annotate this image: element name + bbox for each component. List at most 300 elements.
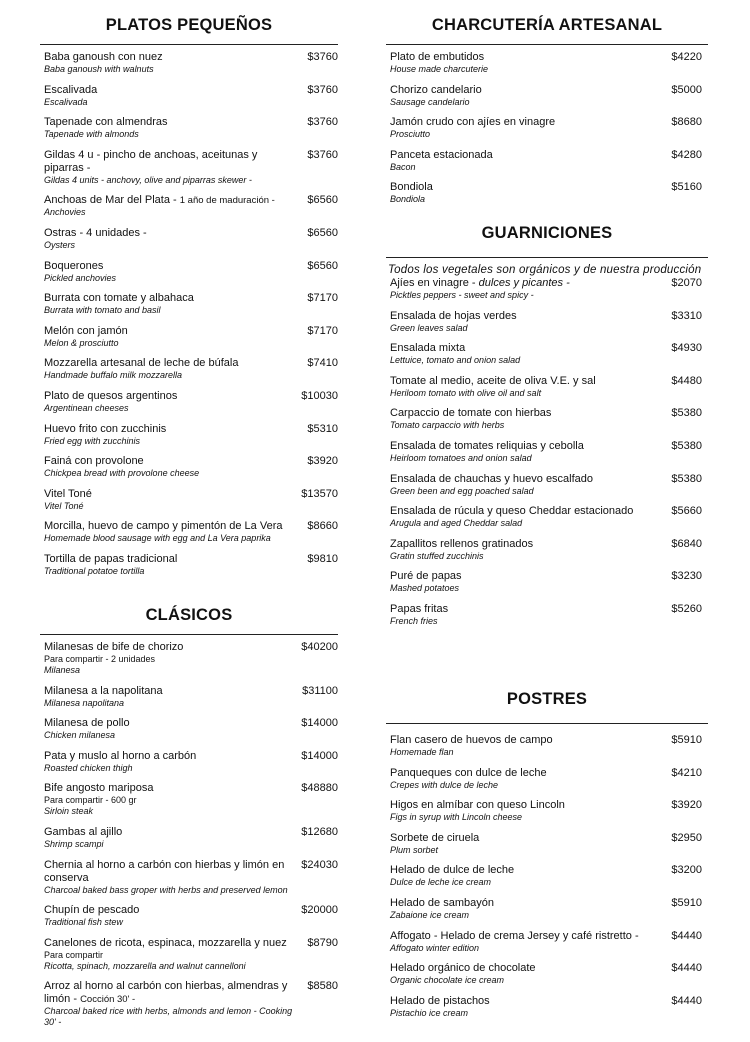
- menu-item-name-main: Panceta estacionada: [390, 148, 493, 161]
- menu-item-price: $3760: [307, 116, 338, 129]
- menu-item-price: $14000: [301, 749, 338, 762]
- menu-item-text: [390, 864, 671, 888]
- menu-item-translation: Crepes with dulce de leche: [390, 779, 499, 790]
- menu-item-text: [390, 375, 671, 399]
- menu-item-price: $14000: [301, 717, 338, 730]
- menu-item-name-main: Gambas al ajillo: [44, 825, 123, 838]
- menu-item-text: [390, 832, 671, 856]
- menu-item-name: [44, 859, 291, 885]
- menu-item-text: [44, 84, 307, 108]
- menu-item-name: [390, 277, 661, 290]
- menu-item-name: [44, 782, 291, 795]
- menu-item: [386, 864, 708, 888]
- menu-item-translation: Baba ganoush with walnuts: [44, 64, 154, 74]
- menu-item-price: $6560: [307, 194, 338, 207]
- menu-item-price: $20000: [301, 904, 338, 917]
- menu-item-text: [44, 227, 307, 251]
- menu-item-name: [44, 194, 297, 207]
- menu-item-translation: Mashed potatoes: [390, 583, 460, 594]
- menu-item-price: $5310: [307, 422, 338, 435]
- menu-item-price: $8680: [671, 116, 702, 129]
- menu-item-name-main: Milanesa a la napolitana: [44, 684, 163, 697]
- menu-item-text: [44, 826, 301, 850]
- menu-item-translation: House made charcuterie: [390, 64, 489, 74]
- menu-item-translation: Milanesa napolitana: [44, 697, 125, 708]
- menu-item: [40, 641, 338, 676]
- menu-item-name: [390, 440, 661, 453]
- menu-item-name: [390, 84, 661, 97]
- menu-item-price: $3760: [307, 51, 338, 63]
- section-title: GUARNICIONES: [481, 224, 613, 242]
- menu-item: [40, 488, 338, 512]
- menu-item-translation: Plum sorbet: [390, 844, 439, 855]
- menu-item: [40, 455, 338, 479]
- menu-item-name-main: Bife angosto mariposa: [44, 782, 154, 795]
- menu-item-name-main: Chupín de pescado: [44, 904, 140, 917]
- menu-item: [386, 962, 708, 986]
- menu-item-price: $4280: [671, 148, 702, 161]
- menu-item-name-main: Vitel Toné: [44, 487, 92, 500]
- menu-item-name: [390, 407, 661, 420]
- items-list: [386, 277, 708, 627]
- menu-item-translation: Figs in syrup with Lincoln cheese: [390, 812, 523, 823]
- menu-item-price: $7410: [307, 357, 338, 370]
- menu-item: [386, 603, 708, 627]
- menu-item-text: [390, 570, 671, 594]
- menu-item-text: [390, 897, 671, 921]
- menu-item: [40, 292, 338, 316]
- menu-item-translation: Prosciutto: [390, 129, 431, 140]
- menu-item-text: [390, 51, 671, 75]
- menu-item: [40, 937, 338, 972]
- menu-item: [40, 685, 338, 709]
- menu-item-text: [390, 734, 671, 758]
- menu-item-text: [44, 782, 301, 817]
- menu-item: [40, 826, 338, 850]
- menu-item-text: [44, 553, 307, 577]
- menu-item-text: [44, 750, 301, 774]
- menu-item: [386, 832, 708, 856]
- menu-item: [386, 440, 708, 464]
- menu-item-text: [44, 455, 307, 479]
- menu-item-text: [390, 473, 671, 497]
- menu-item-serving: Para compartir - 600 gr: [44, 795, 137, 806]
- menu-item-name-detail: 1 año de maduración -: [179, 195, 275, 207]
- menu-item-price: $10030: [301, 389, 338, 402]
- menu-item-translation: Burrata with tomato and basil: [44, 305, 161, 316]
- menu-item-price: $4220: [671, 51, 702, 63]
- menu-item-name-main: Ensalada de chauchas y huevo escalfado: [390, 472, 594, 485]
- menu-item: [40, 51, 338, 75]
- menu-item-translation: Pickled anchovies: [44, 272, 117, 283]
- menu-item-translation: Traditional potatoe tortilla: [44, 565, 145, 576]
- menu-item-name: [44, 116, 297, 129]
- menu-item-price: $8790: [307, 936, 338, 949]
- menu-item-name-main: Pata y muslo al horno a carbón: [44, 749, 197, 762]
- menu-item-text: [44, 51, 307, 75]
- menu-item-name-main: Tapenade con almendras: [44, 116, 168, 129]
- menu-item-name-main: Jamón crudo con ajíes en vinagre: [390, 116, 556, 129]
- menu-item-name-main: Baba ganoush con nuez: [44, 51, 163, 63]
- menu-item-name-main: Boquerones: [44, 259, 104, 272]
- menu-item-text: [390, 84, 671, 108]
- menu-item-text: [44, 980, 307, 1028]
- menu-item-text: [390, 440, 671, 464]
- menu-item-name-main: Morcilla, huevo de campo y pimentón de La Vera: [44, 520, 283, 533]
- menu-item-name-main: Mozzarella artesanal de leche de búfala: [44, 357, 239, 370]
- menu-item-translation: Picktles peppers - sweet and spicy -: [390, 290, 534, 300]
- menu-item-translation: Milanesa: [44, 665, 81, 675]
- menu-item-name-main: Ajíes en vinagre -: [390, 277, 479, 289]
- menu-item-price: $4480: [671, 374, 702, 387]
- menu-item-name: [390, 930, 661, 943]
- menu-item: [40, 227, 338, 251]
- menu-item-name-main: Ensalada de hojas verdes: [390, 309, 517, 322]
- section-divider: [40, 44, 338, 45]
- menu-item: [386, 51, 708, 75]
- menu-item-name: [44, 826, 291, 839]
- menu-item: [40, 325, 338, 349]
- menu-item-name: [44, 520, 297, 533]
- menu-item-translation: Green leaves salad: [390, 322, 468, 333]
- menu-item-serving: Para compartir: [44, 949, 104, 960]
- menu-item: [386, 570, 708, 594]
- menu-item: [386, 505, 708, 529]
- menu-item-name: [44, 357, 297, 370]
- menu-item: [40, 260, 338, 284]
- menu-item-price: $3760: [307, 83, 338, 96]
- menu-item-name: [390, 375, 661, 388]
- menu-item: [40, 423, 338, 447]
- menu-item-price: $31100: [302, 684, 338, 697]
- menu-item-name-detail: Cocción 30' -: [80, 994, 136, 1006]
- menu-item-translation: Melon & prosciutto: [44, 337, 119, 348]
- menu-item-translation: Oysters: [44, 239, 76, 250]
- menu-item-name: [44, 685, 292, 698]
- menu-item: [40, 116, 338, 140]
- menu-item-text: [44, 292, 307, 316]
- menu-item-text: [44, 859, 301, 896]
- menu-item-name: [390, 538, 661, 551]
- menu-item-name-main: Anchoas de Mar del Plata -: [44, 194, 180, 207]
- menu-item-name-main: Higos en almíbar con queso Lincoln: [390, 799, 565, 812]
- menu-item-name: [390, 310, 661, 323]
- menu-item-text: [44, 904, 301, 928]
- menu-item-name: [44, 227, 297, 240]
- menu-item-text: [44, 260, 307, 284]
- menu-item: [386, 407, 708, 431]
- menu-item-price: $5380: [671, 407, 702, 420]
- menu-item-name-main: Zapallitos rellenos gratinados: [390, 537, 534, 550]
- menu-item: [386, 538, 708, 562]
- menu-item-text: [390, 149, 671, 173]
- menu-item-translation: Homemade flan: [390, 747, 454, 757]
- menu-item-name: [44, 390, 291, 403]
- menu-item-translation: Charcoal baked rice with herbs, almonds and lemon - Cooking 30' -: [44, 1006, 293, 1028]
- menu-item-name-main: Chorizo candelario: [390, 83, 482, 96]
- menu-item-name-main: Puré de papas: [390, 570, 462, 583]
- menu-item-name-main: Helado de pistachos: [390, 994, 490, 1007]
- menu-item-name: [44, 51, 297, 64]
- menu-item-text: [44, 937, 307, 972]
- menu-item-text: [44, 325, 307, 349]
- menu-item-text: [390, 538, 671, 562]
- menu-item-translation: Roasted chicken thigh: [44, 762, 133, 773]
- menu-item-name-main: Panqueques con dulce de leche: [390, 766, 547, 779]
- menu-item-text: [44, 357, 307, 381]
- menu-item-name: [390, 864, 661, 877]
- menu-item-text: [390, 799, 671, 823]
- section-title: POSTRES: [506, 690, 588, 708]
- menu-item-translation: Bondiola: [390, 194, 426, 205]
- menu-item-price: $5660: [671, 505, 702, 518]
- menu-item-translation: Homemade blood sausage with egg and La Vera paprika: [44, 533, 271, 544]
- menu-item-price: $8660: [307, 520, 338, 533]
- menu-item-price: $7170: [307, 292, 338, 305]
- menu-item-price: $3230: [671, 570, 702, 583]
- menu-item-name-main: Plato de quesos argentinos: [44, 389, 178, 402]
- menu-item-text: [390, 181, 671, 205]
- menu-item-translation: Tapenade with almonds: [44, 129, 139, 140]
- section-postres: [386, 690, 708, 1027]
- menu-item-translation: Anchovies: [44, 207, 86, 218]
- menu-item: [386, 310, 708, 334]
- menu-item: [386, 897, 708, 921]
- menu-item-name: [390, 799, 661, 812]
- menu-item-name-main: Tortilla de papas tradicional: [44, 552, 178, 565]
- menu-item-text: [390, 930, 671, 954]
- menu-item-name-main: Tomate al medio, aceite de oliva V.E. y sal: [390, 374, 596, 387]
- menu-item-text: [390, 310, 671, 334]
- menu-item: [386, 342, 708, 366]
- menu-item: [40, 859, 338, 896]
- menu-item-name: [390, 342, 661, 355]
- menu-item-text: [390, 505, 671, 529]
- menu-item-name-main: Flan casero de huevos de campo: [390, 734, 553, 746]
- menu-item-name-main: Fainá con provolone: [44, 455, 144, 468]
- menu-item-price: $9810: [307, 552, 338, 565]
- menu-item: [40, 980, 338, 1028]
- menu-item-name: [44, 937, 297, 950]
- menu-item-text: [44, 423, 307, 447]
- menu-item-translation: Traditional fish stew: [44, 917, 123, 928]
- menu-item-translation: Fried egg with zucchinis: [44, 435, 141, 446]
- menu-item-name-main: Plato de embutidos: [390, 51, 485, 63]
- menu-item-name-main: Carpaccio de tomate con hierbas: [390, 407, 552, 420]
- section-title: CHARCUTERÍA ARTESANAL: [431, 16, 663, 34]
- menu-item: [40, 782, 338, 817]
- menu-item-name: [390, 51, 661, 64]
- menu-item: [386, 149, 708, 173]
- menu-item-text: [44, 488, 301, 512]
- menu-item: [40, 717, 338, 741]
- menu-item-price: $4930: [671, 342, 702, 355]
- menu-item-translation: Shrimp scampi: [44, 838, 104, 849]
- menu-item-text: [390, 342, 671, 366]
- menu-item-price: $6560: [307, 226, 338, 239]
- menu-item-price: $7170: [307, 324, 338, 337]
- menu-item-price: $5380: [671, 472, 702, 485]
- menu-item: [386, 116, 708, 140]
- menu-item-text: [390, 603, 671, 627]
- menu-item-name-main: Bondiola: [390, 181, 433, 194]
- items-list: [40, 51, 338, 577]
- menu-item-translation: Escalivada: [44, 96, 88, 107]
- menu-item-text: [44, 390, 301, 414]
- menu-item-name-main: Milanesas de bife de chorizo: [44, 641, 184, 653]
- menu-item-text: [390, 767, 671, 791]
- menu-item-name-main: Huevo frito con zucchinis: [44, 422, 167, 435]
- menu-item: [386, 734, 708, 758]
- menu-item-price: $2950: [671, 831, 702, 844]
- menu-item-name-main: Helado orgánico de chocolate: [390, 962, 536, 975]
- menu-item: [386, 473, 708, 497]
- section-title: PLATOS PEQUEÑOS: [105, 16, 273, 34]
- menu-item-price: $3200: [671, 864, 702, 877]
- section-divider: [386, 44, 708, 45]
- menu-item-name: [44, 750, 291, 763]
- menu-item: [40, 357, 338, 381]
- menu-item-price: $3920: [307, 455, 338, 468]
- menu-item-translation: Tomato carpaccio with herbs: [390, 420, 505, 431]
- menu-item: [40, 553, 338, 577]
- section-charcuteria: [386, 16, 708, 214]
- menu-item-name: [390, 116, 661, 129]
- menu-item-name: [390, 505, 661, 518]
- menu-item-name: [390, 995, 661, 1008]
- menu-item-translation: Charcoal baked bass groper with herbs and preserved lemon: [44, 884, 288, 895]
- menu-item-name-main: Ensalada de rúcula y queso Cheddar estacionado: [390, 505, 634, 518]
- menu-item-name: [44, 292, 297, 305]
- items-list: [386, 51, 708, 205]
- menu-item-name-main: Papas fritas: [390, 602, 449, 615]
- menu-item-translation: Zabaione ice cream: [390, 909, 470, 920]
- menu-item-name: [390, 603, 661, 616]
- section-divider: [40, 634, 338, 635]
- section-clasicos: [40, 606, 338, 1037]
- menu-item-serving: Para compartir - 2 unidades: [44, 654, 156, 664]
- menu-item-price: $40200: [301, 641, 338, 653]
- menu-item-name-main: Burrata con tomate y albahaca: [44, 292, 194, 305]
- menu-item-price: $6840: [671, 537, 702, 550]
- menu-item-name: [390, 570, 661, 583]
- menu-item-translation: French fries: [390, 615, 438, 626]
- menu-item-price: $5260: [671, 602, 702, 615]
- menu-item: [40, 194, 338, 218]
- menu-item-price: $4440: [671, 994, 702, 1007]
- menu-item-text: [44, 717, 301, 741]
- menu-item-translation: Handmade buffalo milk mozzarella: [44, 370, 183, 381]
- menu-item-name-main: Sorbete de ciruela: [390, 831, 480, 844]
- section-title: CLÁSICOS: [145, 606, 233, 624]
- menu-item-name-detail: dulces y picantes -: [478, 277, 570, 289]
- menu-item: [40, 149, 338, 186]
- menu-item-text: [44, 685, 302, 709]
- menu-item-translation: Affogato winter edition: [390, 942, 480, 953]
- menu-item-name: [44, 325, 297, 338]
- section-platos-pequenos: [40, 16, 338, 586]
- menu-item: [40, 390, 338, 414]
- menu-item-translation: Gratin stuffed zucchinis: [390, 550, 484, 561]
- menu-item: [386, 181, 708, 205]
- menu-item-name: [44, 717, 291, 730]
- menu-item-translation: Lettuice, tomato and onion salad: [390, 355, 521, 366]
- menu-item-price: $5000: [671, 83, 702, 96]
- menu-item-text: [390, 995, 671, 1019]
- menu-item-price: $6560: [307, 259, 338, 272]
- menu-item-name-main: Escalivada: [44, 83, 98, 96]
- menu-item-name: [44, 260, 297, 273]
- menu-item-name-main: Chernia al horno a carbón con hierbas y limón en conserva: [44, 858, 285, 884]
- menu-item-name: [390, 473, 661, 486]
- section-divider: [386, 723, 708, 724]
- menu-item-translation: Sausage candelario: [390, 96, 470, 107]
- menu-item-translation: Arugula and aged Cheddar salad: [390, 518, 523, 529]
- menu-item-name: [44, 980, 297, 1006]
- menu-item: [386, 995, 708, 1019]
- menu-item-name-main: Milanesa de pollo: [44, 717, 130, 730]
- menu-item-price: $3920: [671, 799, 702, 812]
- menu-item-name-main: Helado de dulce de leche: [390, 864, 515, 877]
- section-note: Todos los vegetales son orgánicos y de nuestra producción: [388, 264, 702, 276]
- section-divider: [386, 257, 708, 258]
- menu-item-price: $2070: [671, 277, 702, 289]
- menu-item-price: $12680: [301, 825, 338, 838]
- menu-item-translation: Pistachio ice cream: [390, 1007, 469, 1018]
- menu-item-price: $5910: [671, 734, 702, 746]
- menu-item-name: [390, 832, 661, 845]
- menu-item: [386, 277, 708, 301]
- menu-item-name: [390, 767, 661, 780]
- menu-item-translation: Gildas 4 units - anchovy, olive and piparras skewer -: [44, 174, 252, 185]
- menu-item-price: $5910: [671, 896, 702, 909]
- menu-item-translation: Dulce de leche ice cream: [390, 877, 492, 888]
- menu-item-text: [44, 116, 307, 140]
- menu-item-translation: Organic chocolate ice cream: [390, 975, 505, 986]
- menu-item-name-main: Affogato - Helado de crema Jersey y café ristretto -: [390, 929, 639, 942]
- menu-item: [386, 84, 708, 108]
- menu-item: [40, 750, 338, 774]
- menu-item: [40, 904, 338, 928]
- menu-item-name: [390, 897, 661, 910]
- menu-item-translation: Ricotta, spinach, mozzarella and walnut cannelloni: [44, 960, 246, 971]
- menu-item-translation: Vitel Toné: [44, 500, 84, 511]
- menu-item: [40, 84, 338, 108]
- menu-item-name: [390, 734, 661, 747]
- menu-item-name-main: Helado de sambayón: [390, 896, 494, 909]
- menu-item-name: [44, 423, 297, 436]
- menu-item-name-main: Gildas 4 u - pincho de anchoas, aceitunas y piparras -: [44, 148, 258, 174]
- items-list: [386, 734, 708, 1019]
- menu-item-name-main: Ostras - 4 unidades -: [44, 226, 147, 239]
- menu-item-text: [390, 962, 671, 986]
- menu-item-name: [44, 641, 291, 654]
- menu-item-name-main: Arroz al horno al carbón con hierbas, almendras y limón -: [44, 980, 288, 1006]
- menu-item-price: $4440: [671, 929, 702, 942]
- menu-item-price: $13570: [301, 487, 338, 500]
- menu-item-text: [390, 116, 671, 140]
- menu-item-translation: Sirloin steak: [44, 806, 94, 817]
- menu-item-name-main: Canelones de ricota, espinaca, mozzarella y nuez: [44, 936, 287, 949]
- menu-item-name: [390, 181, 661, 194]
- menu-item-name: [390, 149, 661, 162]
- section-guarniciones: [386, 224, 708, 636]
- menu-item-name: [44, 84, 297, 97]
- menu-item: [386, 767, 708, 791]
- menu-item-translation: Heirloom tomatoes and onion salad: [390, 452, 532, 463]
- menu-item-price: $3760: [307, 148, 338, 161]
- menu-item-translation: Green been and egg poached salad: [390, 485, 534, 496]
